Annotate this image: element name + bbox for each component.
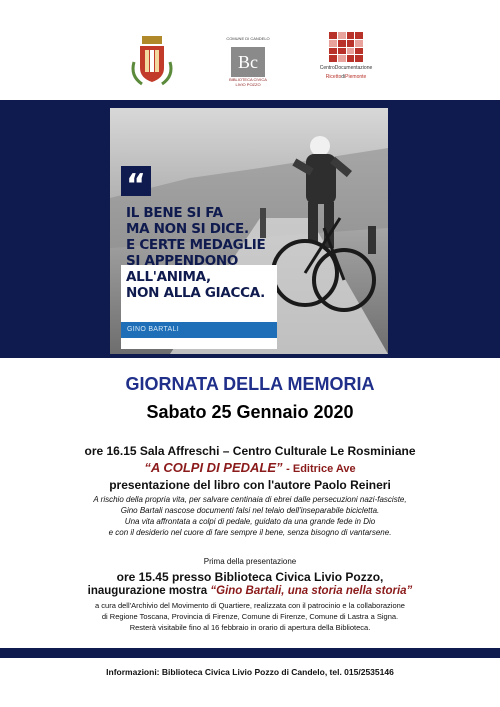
exhibit-title: “Gino Bartali, una storia nella storia” (210, 585, 413, 597)
logo-text: BIBLIOTECA CIVICA (229, 77, 267, 82)
quote-text (126, 205, 286, 301)
quote-line: IL BENE SI FA (126, 205, 223, 221)
exhibit-label: inaugurazione mostra (87, 585, 208, 597)
crest-icon (128, 32, 176, 88)
book-line (0, 460, 500, 475)
logo-text: Ricetto (325, 74, 342, 80)
logo-text: COMUNE DI CANDELO (226, 36, 270, 41)
quote-mark-icon: “ (121, 166, 151, 196)
presentation-line: presentazione del libro con l'autore Paolo Reineri (109, 478, 391, 492)
contact-info: Informazioni: Biblioteca Civica Livio Pozzo di Candelo, tel. 015/2535146 (106, 667, 394, 677)
book-title: “A COLPI DI PEDALE” (144, 460, 283, 475)
logo-text: CentroDocumentazione (319, 65, 373, 71)
logo-text: Piemonte (345, 74, 367, 80)
quote-line: MA NON SI DICE. (126, 221, 249, 237)
biblioteca-logo (224, 36, 272, 96)
logo-bar (0, 24, 500, 94)
event-title: GIORNATA DELLA MEMORIA (125, 374, 375, 394)
quote-line: ALL'ANIMA, (126, 269, 211, 285)
centro-documentazione-logo (306, 32, 386, 96)
footer-divider (0, 648, 500, 658)
session2-line: ore 15.45 presso Biblioteca Civica Livio Pozzo, (116, 570, 384, 584)
credits-line: a cura dell'Archivio del Movimento di Quartiere, realizzata con il patrocinio e la collaborazione (95, 601, 405, 610)
event-date: Sabato 25 Gennaio 2020 (146, 402, 354, 422)
exhibit-line (0, 585, 500, 597)
logo-text: di (341, 74, 346, 80)
quote-line: NON ALLA GIACCA. (126, 285, 265, 301)
grid-icon (329, 32, 363, 62)
quote-line: SI APPENDONO (126, 253, 239, 269)
credits-line: Resterà visitabile fino al 16 febbraio in orario di apertura della Biblioteca. (129, 623, 371, 632)
credits-line: di Regione Toscana, Provincia di Firenze, Comune di Firenze, Comune di Lastra a Signa. (101, 612, 399, 621)
quote-line: E CERTE MEDAGLIE (126, 237, 266, 253)
logo-text: LIVIO POZZO (235, 82, 261, 87)
logo-letters: Bc (231, 47, 265, 77)
quote-author: GINO BARTALI (121, 322, 277, 338)
session-time-location: ore 16.15 Sala Affreschi – Centro Culturale Le Rosminiane (84, 444, 416, 458)
description-line: e con il desiderio nel cuore di fare sempre il bene, senza bisogno di vantarsene. (108, 528, 392, 537)
book-publisher: - Editrice Ave (286, 463, 356, 475)
before-note: Prima della presentazione (203, 557, 297, 566)
description-line: A rischio della propria vita, per salvare centinaia di ebrei dalle persecuzioni nazi-fasciste, (93, 495, 407, 504)
description-line: Gino Bartali nascose documenti falsi nel telaio dell'inseparabile bicicletta. (120, 506, 380, 515)
description-line: Una vita affrontata a colpi di pedale, guidato da una grande fede in Dio (124, 517, 376, 526)
